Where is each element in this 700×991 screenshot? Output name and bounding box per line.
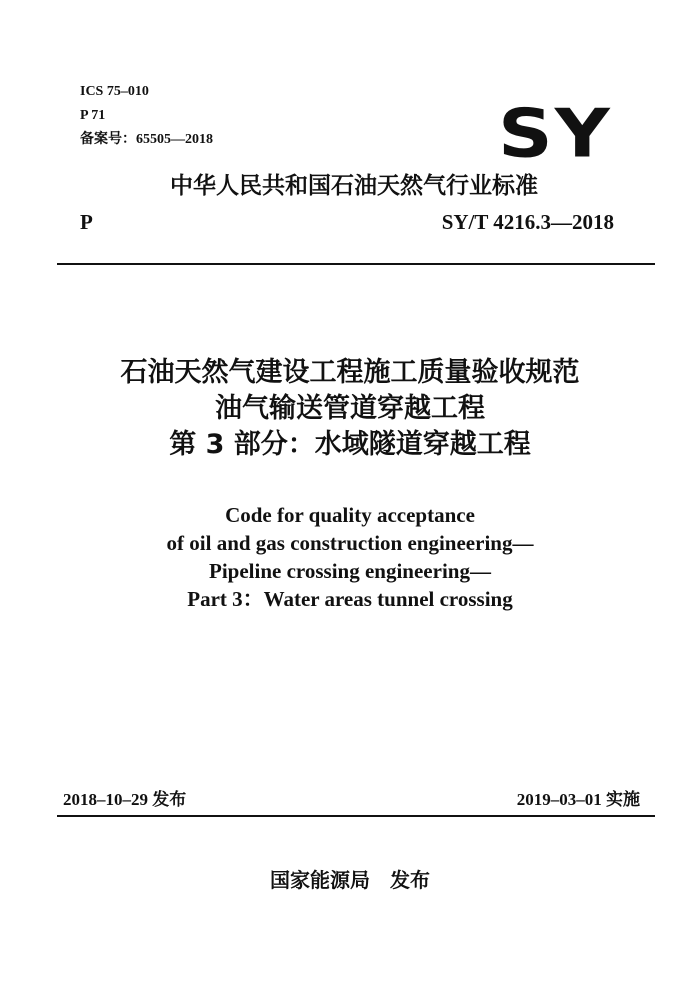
bottom-divider (57, 815, 655, 817)
publisher: 国家能源局 发布 (270, 868, 430, 892)
national-standard-title: 中华人民共和国石油天然气行业标准 (170, 173, 538, 199)
ics-code: ICS 75–010 (80, 84, 149, 99)
category-code: P (80, 210, 93, 234)
chinese-title-line-3: 第 3 部分：水域隧道穿越工程 (169, 429, 531, 460)
chinese-title-line-2: 油气输送管道穿越工程 (215, 393, 485, 424)
issue-date: 2018–10–29 发布 (63, 790, 187, 809)
english-title-line-4: Part 3：Water areas tunnel crossing (187, 587, 513, 611)
top-divider (57, 263, 655, 265)
english-title-line-3: Pipeline crossing engineering— (209, 559, 491, 583)
standard-number: SY/T 4216.3—2018 (441, 210, 614, 234)
p-code: P 71 (80, 108, 106, 123)
english-title-line-1: Code for quality acceptance (225, 503, 475, 527)
english-title-line-2: of oil and gas construction engineering— (166, 531, 534, 555)
chinese-title-line-1: 石油天然气建设工程施工质量验收规范 (120, 357, 580, 388)
record-number: 备案号：65505—2018 (80, 132, 213, 147)
sy-logo: SY (498, 93, 612, 173)
implementation-date: 2019–03–01 实施 (516, 790, 640, 809)
